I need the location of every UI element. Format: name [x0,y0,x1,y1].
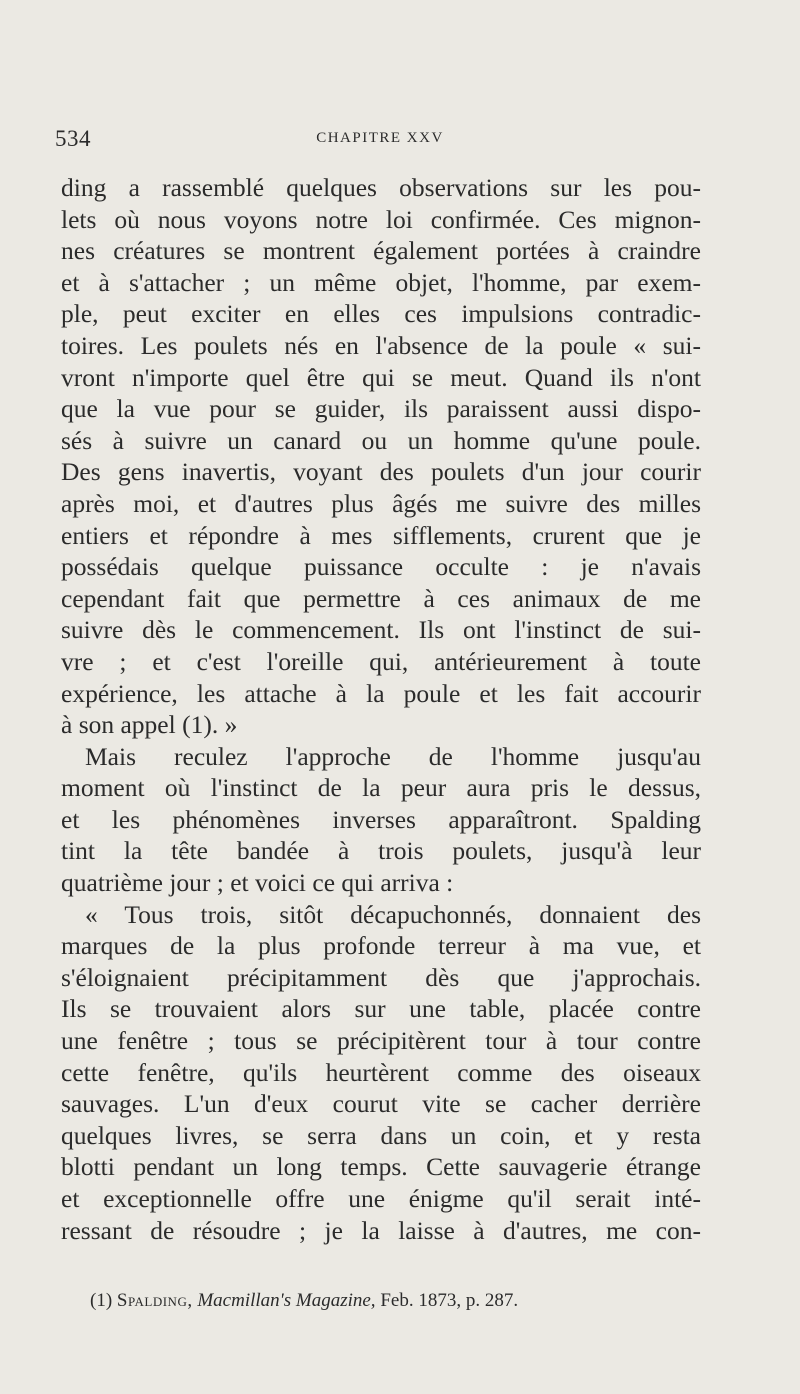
text-line: sés à suivre un canard ou un homme qu'une poule. [61,425,701,455]
text-line: entiers et répondre à mes sifflements, crurent que je [61,520,701,550]
text-line: expérience, les attache à la poule et les fait accourir [61,678,701,708]
text-line: ple, peut exciter en elles ces impulsions contradic- [61,299,701,329]
text-line: blotti pendant un long temps. Cette sauvagerie étrange [61,1152,701,1182]
text-line: après moi, et d'autres plus âgés me suivre des milles [61,488,701,518]
text-line: quelques livres, se serra dans un coin, et y resta [61,1120,701,1150]
text-line: ressant de résoudre ; je la laisse à d'autres, me con- [61,1215,701,1245]
footnote-marker: (1) [90,1290,113,1311]
text-line: marques de la plus profonde terreur à ma vue, et [61,931,701,961]
body-text [61,172,701,1246]
text-line: ding a rassemblé quelques observations sur les pou- [61,173,701,202]
text-line: et les phénomènes inverses apparaîtront. Spalding [61,804,701,834]
text-line: Mais reculez l'approche de l'homme jusqu'au [85,741,701,771]
text-line: sauvages. L'un d'eux courut vite se cacher derrière [61,1089,701,1119]
footnote-author: Spalding, [116,1290,193,1311]
text-line: vre ; et c'est l'oreille qui, antérieurement à toute [61,646,701,676]
footnote-reference: Feb. 1873, p. 287. [380,1290,519,1311]
text-line: nes créatures se montrent également portées à craindre [61,236,701,266]
text-line: « Tous trois, sitôt décapuchonnés, donnaient des [85,899,701,929]
text-line: lets où nous voyons notre loi confirmée. Ces mignon- [61,204,701,234]
text-line: suivre dès le commencement. Ils ont l'instinct de sui- [61,615,701,645]
running-head [55,126,705,156]
text-line: tint la tête bandée à trois poulets, jusqu'à leur [61,836,701,866]
text-line: et à s'attacher ; un même objet, l'homme, par exem- [61,267,701,297]
text-line: que la vue pour se guider, ils paraissent aussi dispo- [61,394,701,424]
text-line: cette fenêtre, qu'ils heurtèrent comme des oiseaux [61,1057,701,1087]
text-line: possédais quelque puissance occulte : je n'avais [61,552,701,582]
chapter-title: CHAPITRE XXV [316,130,444,146]
text-line: une fenêtre ; tous se précipitèrent tour à tour contre [61,1026,701,1056]
page-number: 534 [55,126,91,151]
text-line: vront n'importe quel être qui se meut. Quand ils n'ont [61,362,701,392]
footnote-journal: Macmillan's Magazine, [197,1290,376,1311]
footnote [90,1290,518,1312]
text-line: et exceptionnelle offre une énigme qu'il serait inté- [61,1184,701,1213]
text-line: s'éloignaient précipitamment dès que j'approchais. [61,962,701,992]
text-line: cependant fait que permettre à ces animaux de me [61,583,701,613]
text-line: quatrième jour ; et voici ce qui arriva : [61,868,454,898]
text-line: Des gens inavertis, voyant des poulets d'un jour courir [61,457,701,487]
text-line: Ils se trouvaient alors sur une table, placée contre [61,994,701,1024]
text-line: toires. Les poulets nés en l'absence de la poule « sui- [61,330,701,360]
text-line: à son appel (1). » [61,710,238,740]
text-line: moment où l'instinct de la peur aura pris le dessus, [61,773,701,803]
